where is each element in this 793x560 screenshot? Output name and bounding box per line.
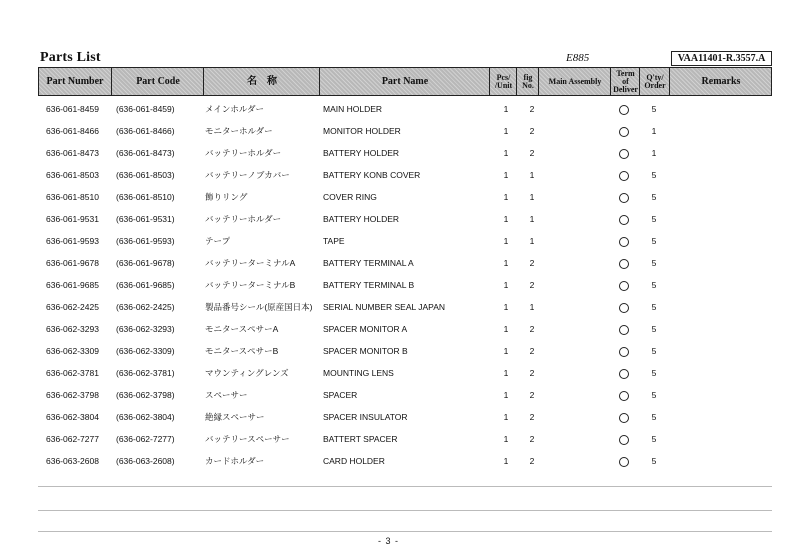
column-header-pcs-unit: Pcs/ /Unit [489,68,517,95]
fig-no-cell: 1 [529,170,535,180]
column-header-qty-order: Q'ty/ Order [639,68,670,95]
qty-order-cell: 5 [651,192,657,202]
part-code-cell: (636-061-8466) [116,126,175,136]
jp-name-cell: テープ [205,236,231,246]
delivery-circle-icon [619,325,629,335]
delivery-circle-icon [619,413,629,423]
pcs-unit-cell: 1 [503,280,509,290]
qty-order-cell: 5 [651,280,657,290]
pcs-unit-cell: 1 [503,412,509,422]
delivery-circle-icon [619,435,629,445]
qty-order-cell: 5 [651,104,657,114]
jp-name-cell: モニタースペサーB [205,346,279,356]
pcs-unit-cell: 1 [503,258,509,268]
delivery-circle-icon [619,171,629,181]
part-number-cell: 636-062-3293 [46,324,99,334]
qty-order-cell: 5 [651,258,657,268]
part-code-cell: (636-062-3309) [116,346,175,356]
table-row [38,274,772,296]
jp-name-cell: マウンティングレンズ [205,368,289,378]
part-code-cell: (636-061-9593) [116,236,175,246]
pcs-unit-cell: 1 [503,434,509,444]
fig-no-cell: 2 [529,456,535,466]
part-code-cell: (636-061-9685) [116,280,175,290]
part-name-cell: TAPE [323,236,345,246]
pcs-unit-cell: 1 [503,104,509,114]
part-name-cell: CARD HOLDER [323,456,385,466]
part-number-cell: 636-062-3309 [46,346,99,356]
divider [38,486,772,487]
part-code-cell: (636-061-8473) [116,148,175,158]
part-name-cell: BATTERY KONB COVER [323,170,421,180]
table-row [38,230,772,252]
part-name-cell: BATTERT SPACER [323,434,398,444]
part-number-cell: 636-061-8510 [46,192,99,202]
table-row [38,186,772,208]
qty-order-cell: 5 [651,368,657,378]
page-number: - 3 - [378,536,400,546]
part-name-cell: BATTERY HOLDER [323,148,400,158]
column-header-part-number: Part Number [46,76,104,87]
part-name-cell: BATTERY TERMINAL B [323,280,415,290]
fig-no-cell: 2 [529,126,535,136]
part-code-cell: (636-063-2608) [116,456,175,466]
part-name-cell: BATTERY TERMINAL A [323,258,414,268]
part-number-cell: 636-062-7277 [46,434,99,444]
qty-order-cell: 5 [651,434,657,444]
qty-order-cell: 5 [651,170,657,180]
document-number: VAA11401-R.3557.A [671,51,772,66]
pcs-unit-cell: 1 [503,302,509,312]
divider [38,531,772,532]
part-code-cell: (636-061-9531) [116,214,175,224]
qty-order-cell: 5 [651,302,657,312]
part-number-cell: 636-061-8459 [46,104,99,114]
delivery-circle-icon [619,237,629,247]
pcs-unit-cell: 1 [503,148,509,158]
fig-no-cell: 1 [529,192,535,202]
jp-name-cell: モニターホルダー [205,126,273,136]
part-code-cell: (636-061-8503) [116,170,175,180]
qty-order-cell: 5 [651,346,657,356]
part-code-cell: (636-062-2425) [116,302,175,312]
part-code-cell: (636-062-3293) [116,324,175,334]
part-name-cell: COVER RING [323,192,377,202]
jp-name-cell: バッテリーノブカバー [205,170,290,180]
column-header-part-code: Part Code [111,68,204,95]
delivery-circle-icon [619,369,629,379]
part-name-cell: SERIAL NUMBER SEAL JAPAN [323,302,446,312]
part-code-cell: (636-061-8459) [116,104,175,114]
part-code-cell: (636-062-3781) [116,368,175,378]
part-code-cell: (636-061-9678) [116,258,175,268]
table-row [38,406,772,428]
pcs-unit-cell: 1 [503,390,509,400]
table-row [38,340,772,362]
delivery-circle-icon [619,193,629,203]
part-name-cell: SPACER MONITOR A [323,324,408,334]
fig-no-cell: 2 [529,390,535,400]
part-name-cell: MONITOR HOLDER [323,126,401,136]
column-header-jp-name: 名 称 [203,68,320,95]
jp-name-cell: バッテリーホルダー [205,214,282,224]
jp-name-cell: メインホルダー [205,104,264,114]
part-number-cell: 636-061-8466 [46,126,99,136]
delivery-circle-icon [619,127,629,137]
fig-no-cell: 2 [529,324,535,334]
jp-name-cell: 製品番号シール(原産国日本) [205,302,313,312]
delivery-circle-icon [619,215,629,225]
delivery-circle-icon [619,149,629,159]
table-row [38,252,772,274]
jp-name-cell: バッテリーホルダー [205,148,282,158]
jp-name-cell: スペーサー [205,390,248,400]
part-number-cell: 636-062-3804 [46,412,99,422]
qty-order-cell: 5 [651,390,657,400]
delivery-circle-icon [619,105,629,115]
part-number-cell: 636-061-8473 [46,148,99,158]
table-row [38,428,772,450]
part-number-cell: 636-062-3781 [46,368,99,378]
fig-no-cell: 2 [529,368,535,378]
page-title: Parts List [40,50,101,65]
delivery-circle-icon [619,281,629,291]
part-name-cell: SPACER MONITOR B [323,346,408,356]
part-name-cell: BATTERY HOLDER [323,214,400,224]
part-number-cell: 636-061-9685 [46,280,99,290]
qty-order-cell: 5 [651,236,657,246]
qty-order-cell: 5 [651,214,657,224]
pcs-unit-cell: 1 [503,236,509,246]
table-row [38,318,772,340]
jp-name-cell: 絶縁スペーサー [205,412,265,422]
divider [38,510,772,511]
table-row [38,362,772,384]
qty-order-cell: 1 [651,126,657,136]
part-number-cell: 636-061-9678 [46,258,99,268]
qty-order-cell: 1 [651,148,657,158]
fig-no-cell: 2 [529,280,535,290]
pcs-unit-cell: 1 [503,170,509,180]
pcs-unit-cell: 1 [503,346,509,356]
column-header-fig-no: fig No. [516,68,539,95]
fig-no-cell: 2 [529,148,535,158]
delivery-circle-icon [619,347,629,357]
jp-name-cell: バッテリーターミナルB [205,280,296,290]
part-number-cell: 636-061-9593 [46,236,99,246]
table-row [38,98,772,120]
part-number-cell: 636-062-3798 [46,390,99,400]
column-header-remarks: Remarks [669,68,772,95]
jp-name-cell: 飾りリング [205,192,248,202]
table-row [38,296,772,318]
part-code-cell: (636-062-3804) [116,412,175,422]
column-header-main-assembly: Main Assembly [538,68,611,95]
jp-name-cell: モニタースペサーA [205,324,279,334]
fig-no-cell: 1 [529,236,535,246]
part-code-cell: (636-062-3798) [116,390,175,400]
fig-no-cell: 2 [529,104,535,114]
table-row [38,450,772,472]
delivery-circle-icon [619,457,629,467]
fig-no-cell: 1 [529,214,535,224]
part-name-cell: MOUNTING LENS [323,368,394,378]
delivery-circle-icon [619,391,629,401]
pcs-unit-cell: 1 [503,324,509,334]
part-number-cell: 636-063-2608 [46,456,99,466]
part-number-cell: 636-061-9531 [46,214,99,224]
part-number-cell: 636-062-2425 [46,302,99,312]
fig-no-cell: 2 [529,434,535,444]
fig-no-cell: 2 [529,258,535,268]
jp-name-cell: バッテリーターミナルA [205,258,296,268]
fig-no-cell: 1 [529,302,535,312]
delivery-circle-icon [619,259,629,269]
pcs-unit-cell: 1 [503,214,509,224]
column-header-term-of-delivery: Term of Deliver [610,68,640,95]
table-row [38,120,772,142]
table-row [38,164,772,186]
part-name-cell: MAIN HOLDER [323,104,383,114]
pcs-unit-cell: 1 [503,126,509,136]
pcs-unit-cell: 1 [503,192,509,202]
qty-order-cell: 5 [651,324,657,334]
pcs-unit-cell: 1 [503,368,509,378]
jp-name-cell: カードホルダー [205,456,265,466]
table-row [38,384,772,406]
part-name-cell: SPACER [323,390,358,400]
table-header [38,67,772,96]
qty-order-cell: 5 [651,456,657,466]
qty-order-cell: 5 [651,412,657,422]
table-row [38,208,772,230]
delivery-circle-icon [619,303,629,313]
part-code-cell: (636-062-7277) [116,434,175,444]
part-code-cell: (636-061-8510) [116,192,175,202]
pcs-unit-cell: 1 [503,456,509,466]
fig-no-cell: 2 [529,412,535,422]
model-number: E885 [566,52,590,64]
part-name-cell: SPACER INSULATOR [323,412,408,422]
part-number-cell: 636-061-8503 [46,170,99,180]
fig-no-cell: 2 [529,346,535,356]
jp-name-cell: バッテリースペーサー [205,434,290,444]
column-header-part-name: Part Name [319,68,490,95]
table-row [38,142,772,164]
